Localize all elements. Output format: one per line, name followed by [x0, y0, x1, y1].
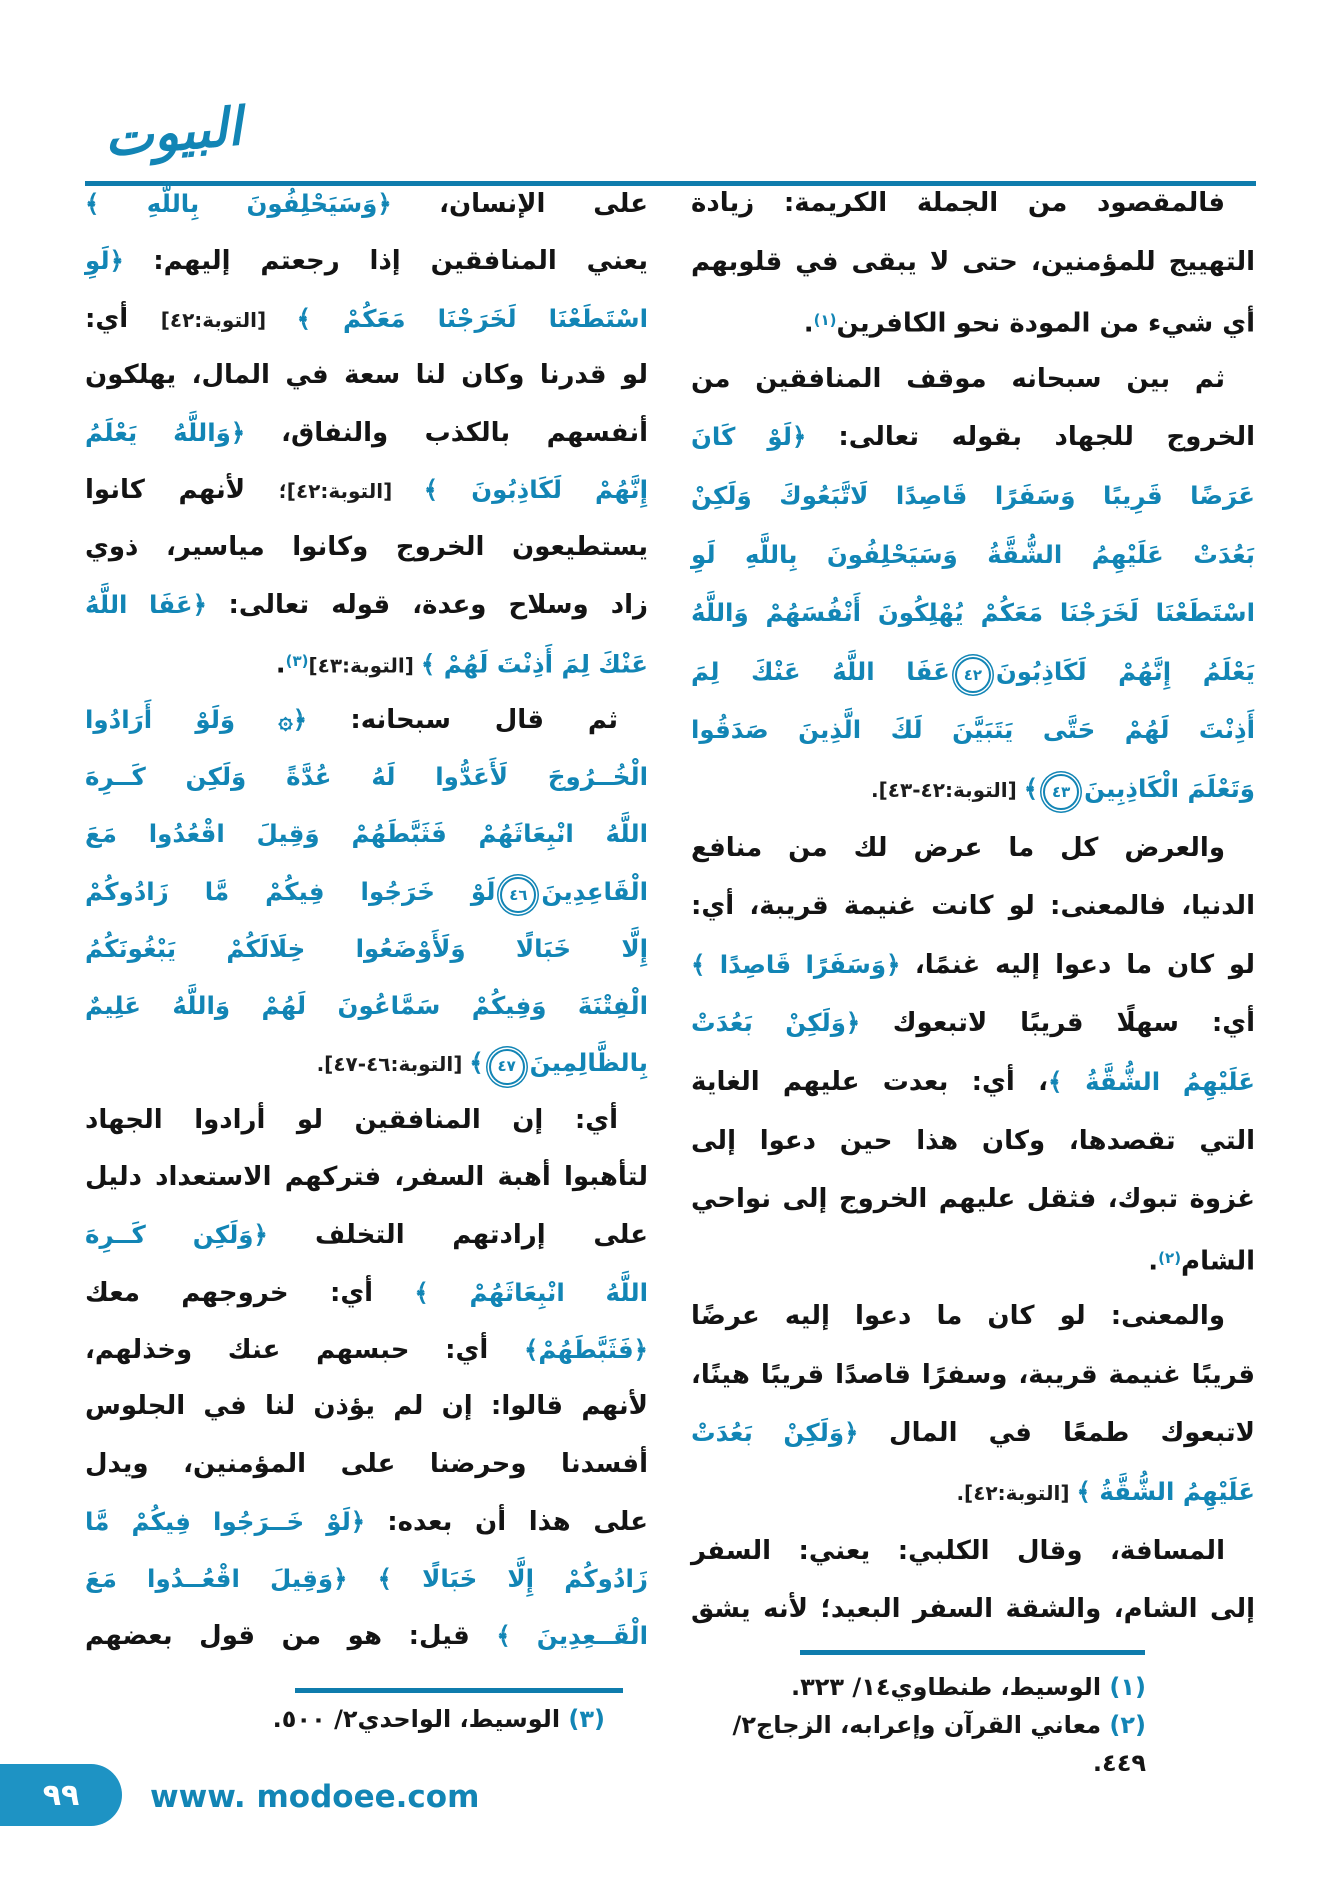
body-text: التي تقصدها، وكان هذا حين دعوا إلى — [691, 1125, 1255, 1156]
body-text: غزوة تبوك، فثقل عليهم الخروج إلى نواحي — [691, 1184, 1255, 1215]
text-line — [85, 691, 648, 748]
body-text: أنفسهم بالكذب والنفاق، — [281, 418, 648, 449]
quran-text: ﴿وَسَفَرًا قَاصِدًا ﴾ — [691, 949, 915, 979]
footnote-number: (٣) — [568, 1705, 605, 1733]
text-line — [85, 1264, 648, 1321]
quran-text: عَنْكَ لِمَ أَذِنْتَ لَهُمْ ﴾ — [420, 649, 648, 679]
text-line — [85, 1493, 648, 1550]
body-text: أي: حبسهم عنك وخذلهم، — [85, 1334, 524, 1365]
body-text: والمعنى: لو كان ما دعوا إليه عرضًا — [691, 1301, 1225, 1332]
text-line — [691, 584, 1255, 643]
body-text: أي شيء من المودة نحو الكافرين — [836, 308, 1255, 339]
footnote-text: الوسيط، طنطاوي١٤/ ٣٢٣. — [790, 1673, 1110, 1701]
quran-text: الْخُــرُوجَ لَأَعَدُّوا لَهُ عُدَّةً وَلَكِن كَــرِهَ — [85, 761, 648, 791]
quran-text: بِالظَّالِمِينَ — [529, 1048, 648, 1078]
text-line — [691, 1580, 1255, 1639]
page-number: ٩٩ — [42, 1777, 80, 1813]
text-line — [85, 461, 648, 518]
quran-text: عَرَضًا قَرِيبًا وَسَفَرًا قَاصِدًا لَاتَّبَعُوكَ وَلَكِنْ — [691, 480, 1255, 510]
quran-text: ﴾ — [469, 1048, 484, 1078]
body-text: لأنهم قالوا: إن لم يؤذن لنا في الجلوس — [85, 1391, 648, 1422]
quran-text: عَلَيْهِمُ الشُّقَّةُ ﴾ — [1076, 1477, 1255, 1507]
footnote-separator-left — [295, 1688, 623, 1693]
quran-text: ﴿وَسَيَحْلِفُونَ بِاللَّهِ ﴾ — [85, 189, 440, 218]
text-line — [85, 633, 648, 690]
text-line — [85, 1436, 648, 1493]
text-line — [85, 576, 648, 633]
text-line — [85, 1149, 648, 1206]
body-text: أي: خروجهم معك — [85, 1277, 415, 1308]
column-right — [691, 174, 1255, 1639]
body-text: ، أي: بعدت عليهم الغاية — [691, 1066, 1048, 1097]
quran-text: عَلَيْهِمُ الشُّقَّةُ ﴾ — [1047, 1066, 1255, 1096]
body-text: . — [803, 308, 814, 339]
body-text: زاد وسلاح وعدة، قوله تعالى: — [228, 590, 648, 621]
page-number-pill — [0, 1764, 122, 1826]
text-line — [691, 408, 1255, 467]
body-text: فالمقصود من الجملة الكريمة: زيادة — [691, 188, 1225, 218]
footnote-text: معاني القرآن وإعرابه، الزجاج٢/ ٤٤٩. — [732, 1711, 1146, 1777]
text-line — [85, 404, 648, 461]
quran-text: ﴿لَوْ كَانَ — [691, 422, 839, 452]
verse-reference: [التوبة:٤٢] — [160, 307, 297, 332]
footnote-number: (٢) — [1109, 1711, 1146, 1739]
quran-text: ﴿وَلَكِنْ بَعُدَتْ — [691, 1418, 890, 1448]
body-text: أي: — [85, 303, 161, 334]
text-line — [691, 526, 1255, 585]
text-line — [85, 805, 648, 862]
quran-text: اللَّهُ انْبِعَاثَهُمْ فَثَبَّطَهُمْ وَقِيلَ اقْعُدُوا مَعَ — [85, 819, 648, 849]
text-line — [85, 1034, 648, 1091]
quran-text: اسْتَطَعْنَا لَخَرَجْنَا مَعَكُمْ يُهْلِكُونَ أَنْفُسَهُمْ وَاللَّهُ — [691, 598, 1255, 628]
text-line — [691, 1112, 1255, 1171]
text-line — [85, 1607, 648, 1664]
body-text: إلى الشام، والشقة السفر البعيد؛ لأنه يشق — [691, 1594, 1255, 1625]
body-text: على الإنسان، — [439, 189, 648, 219]
quran-text: لَوْ خَرَجُوا فِيكُمْ مَّا زَادُوكُمْ — [85, 876, 496, 906]
text-line — [691, 760, 1255, 819]
body-text: . — [1148, 1246, 1159, 1277]
text-line — [691, 1522, 1255, 1581]
text-line — [85, 1092, 648, 1149]
body-text: على إرادتهم التخلف — [315, 1220, 648, 1251]
footnote-text: الوسيط، الواحدي٢/ ٥٠٠. — [272, 1705, 569, 1733]
quran-text: بَعُدَتْ عَلَيْهِمُ الشُّقَّةُ وَسَيَحْلِفُونَ بِاللَّهِ لَوِ — [691, 539, 1255, 569]
quran-text: أَذِنْتَ لَهُمْ حَتَّى يَتَبَيَّنَ لَكَ الَّذِينَ صَدَقُوا — [691, 715, 1255, 745]
text-line — [691, 1229, 1255, 1288]
footnotes-right — [691, 1668, 1146, 1777]
body-text: أي: إن المنافقين لو أرادوا الجهاد — [85, 1104, 618, 1135]
text-line — [85, 748, 648, 805]
text-line — [691, 1170, 1255, 1229]
text-line — [691, 1287, 1255, 1346]
text-line — [85, 1378, 648, 1435]
body-text: والعرض كل ما عرض لك من منافع — [691, 832, 1225, 863]
text-line — [691, 1346, 1255, 1405]
quran-text: عَفَا اللَّهُ عَنْكَ لِمَ — [691, 656, 950, 686]
body-text: لو كان ما دعوا إليه غنمًا، — [914, 949, 1255, 980]
quran-text: ﴿وَاللَّهُ يَعْلَمُ — [85, 418, 282, 448]
body-text: أفسدنا وحرضنا على المؤمنين، ويدل — [85, 1448, 648, 1479]
quran-text: ﴿۞ وَلَوْ أَرَادُوا — [85, 704, 351, 734]
text-line — [691, 643, 1255, 702]
column-left — [85, 175, 648, 1665]
verse-reference: [التوبة:٤٢]. — [956, 1481, 1077, 1506]
footnote — [691, 1706, 1146, 1777]
verse-reference: [التوبة:٤٢-٤٣]. — [871, 777, 1024, 802]
body-text: يعني المنافقين إذا رجعتم إليهم: — [153, 246, 648, 277]
text-line — [85, 1321, 648, 1378]
text-line — [85, 347, 648, 404]
text-line — [85, 175, 648, 232]
footnote-marker: (٣) — [285, 652, 309, 671]
footnote-number: (١) — [1109, 1673, 1146, 1701]
footnote — [691, 1668, 1146, 1706]
text-line — [691, 291, 1255, 350]
body-text: لأنهم كانوا — [85, 475, 279, 506]
text-line — [691, 819, 1255, 878]
text-line — [85, 977, 648, 1034]
body-text: قيل: هو من قول بعضهم — [85, 1621, 497, 1652]
quran-text: ﴿وَلَكِن كَــرِهَ — [85, 1220, 315, 1250]
quran-text: ﴾ — [1023, 773, 1039, 803]
text-line — [691, 1463, 1255, 1522]
text-line — [85, 519, 648, 576]
body-text: ثم قال سبحانه: — [350, 704, 618, 735]
text-line — [691, 936, 1255, 995]
ayah-number-medallion: ٤٢ — [955, 657, 991, 693]
ayah-number-medallion: ٤٦ — [500, 877, 536, 913]
quran-text: ﴿عَفَا اللَّهُ — [85, 590, 229, 620]
body-text: لاتبعوك طمعًا في المال — [889, 1418, 1255, 1449]
verse-reference: [التوبة:٤٣] — [308, 653, 421, 678]
text-line — [85, 863, 648, 920]
quran-text: الْفِتْنَةَ وَفِيكُمْ سَمَّاعُونَ لَهُمْ وَاللَّهُ عَلِيمٌ — [85, 991, 648, 1021]
text-line — [85, 290, 648, 347]
quran-text: يَعْلَمُ إِنَّهُمْ لَكَاذِبُونَ — [995, 656, 1255, 686]
quran-text: إِلَّا خَبَالًا وَلَأَوْضَعُوا خِلَالَكُمْ يَبْغُونَكُمُ — [85, 933, 648, 963]
ayah-number-medallion: ٤٧ — [489, 1049, 525, 1085]
text-line — [691, 233, 1255, 292]
quran-text: ﴿وَلَكِنْ بَعُدَتْ — [691, 1008, 893, 1038]
quran-text: ﴿لَوْ خَــرَجُوا فِيكُمْ مَّا — [85, 1506, 388, 1536]
footnote-marker: (١) — [813, 311, 837, 330]
quran-text: ﴿لَوِ — [85, 246, 154, 276]
body-text: التهييج للمؤمنين، حتى لا يبقى في قلوبهم — [691, 246, 1255, 277]
quran-text: الْقَــعِدِينَ ﴾ — [496, 1621, 648, 1651]
body-text: لتأهبوا أهبة السفر، فتركهم الاستعداد دليل — [85, 1162, 648, 1193]
text-line — [691, 1053, 1255, 1112]
chapter-title-calligraphy: البيوت — [101, 97, 245, 169]
text-line — [85, 920, 648, 977]
body-text: الشام — [1181, 1246, 1255, 1277]
footnotes-left — [85, 1700, 605, 1738]
text-line — [85, 232, 648, 289]
quran-text: ﴿فَثَبَّطَهُمْ﴾ — [523, 1334, 648, 1364]
text-line — [691, 877, 1255, 936]
quran-text: اللَّهُ انْبِعَاثَهُمْ ﴾ — [414, 1277, 648, 1307]
body-text: أي: سهلًا قريبًا لاتبعوك — [892, 1008, 1255, 1039]
text-line — [691, 1404, 1255, 1463]
body-text: قريبًا غنيمة قريبة، وسفرًا قاصدًا قريبًا هينًا، — [691, 1359, 1255, 1390]
body-text: يستطيعون الخروج وكانوا مياسير، ذوي — [85, 531, 648, 562]
footnote-separator-right — [800, 1650, 1145, 1655]
text-line — [85, 1550, 648, 1607]
text-line — [691, 994, 1255, 1053]
text-line — [691, 701, 1255, 760]
verse-reference: [التوبة:٤٢]؛ — [278, 479, 424, 504]
text-line — [691, 467, 1255, 526]
body-text: المسافة، وقال الكلبي: يعني: السفر — [691, 1535, 1225, 1566]
body-text: . — [275, 649, 286, 680]
quran-text: الْقَاعِدِينَ — [541, 876, 648, 906]
quran-text: إِنَّهُمْ لَكَاذِبُونَ ﴾ — [423, 475, 648, 505]
body-text: ثم بين سبحانه موقف المنافقين من — [691, 363, 1225, 394]
text-line — [691, 174, 1255, 233]
body-text: الدنيا، فالمعنى: لو كانت غنيمة قريبة، أي: — [691, 891, 1255, 922]
body-text: لو قدرنا وكان لنا سعة في المال، يهلكون — [85, 359, 648, 390]
text-line — [691, 350, 1255, 409]
footnote — [85, 1700, 605, 1738]
footnote-marker: (٢) — [1158, 1248, 1182, 1267]
body-text: الخروج للجهاد بقوله تعالى: — [838, 422, 1255, 453]
quran-text: زَادُوكُمْ إِلَّا خَبَالًا ﴾ ﴿وَقِيلَ اقْعُــدُوا مَعَ — [85, 1564, 648, 1594]
website-url: www. modoee.com — [150, 1779, 480, 1815]
quran-text: وَتَعْلَمَ الْكَاذِبِينَ — [1084, 773, 1255, 803]
text-line — [85, 1206, 648, 1263]
ayah-number-medallion: ٤٣ — [1043, 774, 1079, 810]
body-text: على هذا أن بعده: — [387, 1506, 648, 1537]
verse-reference: [التوبة:٤٦-٤٧]. — [316, 1052, 470, 1077]
quran-text: اسْتَطَعْنَا لَخَرَجْنَا مَعَكُمْ ﴾ — [296, 303, 648, 333]
